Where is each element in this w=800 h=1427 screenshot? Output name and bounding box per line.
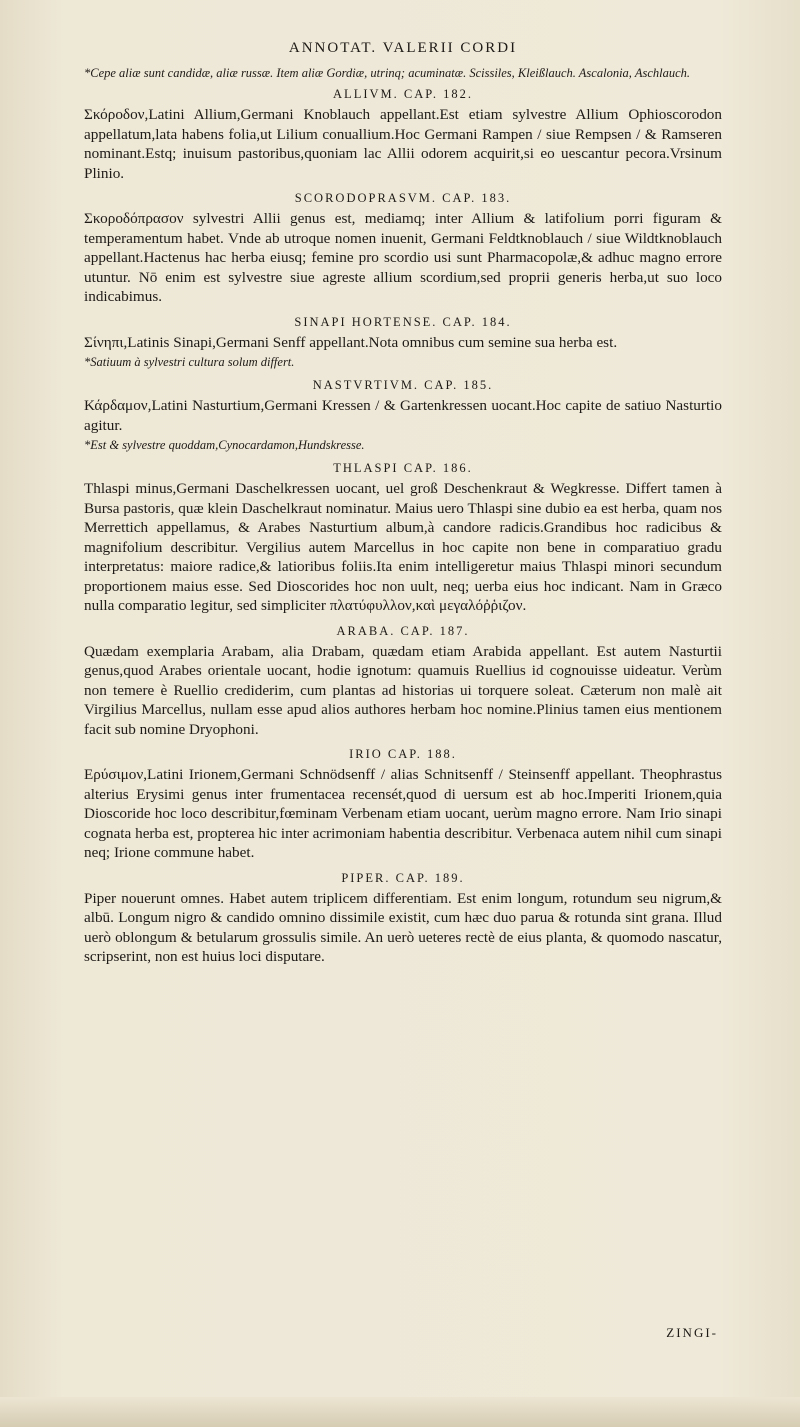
section-text: Σίνηπι,Latinis Sinapi,Germani Senff appellant.Nota omnibus cum semine sua herba est.	[84, 333, 618, 351]
section-text: Σκοροδόπρασον sylvestri Allii genus est, mediamq; inter Allium & latifolium porri figuram & temperamentum habet. Vnde ab utroque nomen inuenit, Germani Feldtknoblauch / siue Wildtknoblauch appellant.Hactenus hac herba eiusq; femine pro scordio usi sunt Pharmacopolæ,& adhuc magno errore utuntur. Nō enim est sylvestre siue agreste allium scordium,sed proprii generis herba,ut suo loco indicabimus.	[84, 210, 722, 305]
section-thlaspi	[84, 461, 722, 616]
section-note: *Satiuum à sylvestri cultura solum differt.	[84, 355, 295, 369]
section-scorodoprasum	[84, 191, 722, 307]
section-text: Thlaspi minus,Germani Daschelkressen uocant, uel groß Deschenkraut & Wegkresse. Differt tamen à Bursa pastoris, quæ klein Daschelkraut nominatur. Maius uero Thlaspi sine dubio ea est herba, quam nos Merrettich appellamus, & Arabes Nasturtium album,à candore radicis.Grandibus hoc radicibus & magnifolium describitur. Vergilius autem Marcellus in hoc capite non bene in comparatiuo gradu interpretatus: maiore radice,& latioribus foliis.Ita enim intelligeretur maius Thlaspi minori secundum proportionem maius esse. Sed Dioscorides hoc non uult, neq; uerba eius hoc indicant. Nam in Græco nulla comparatio legitur, sed simpliciter πλατύφυλλον,καὶ μεγαλόῤῥιζον.	[84, 480, 722, 614]
section-heading: NASTVRTIVM. CAP. 185.	[312, 378, 494, 392]
margin-note-cepe: *Cepe aliæ sunt candidæ, aliæ russæ. Item aliæ Gordiæ, utrinq; acuminatæ. Scissiles, Kleißlauch. Ascalonia, Aschlauch.	[84, 66, 691, 80]
catchword: ZINGI-	[666, 1325, 718, 1340]
page-bottom-edge	[0, 1397, 800, 1427]
section-heading: SCORODOPRASVM. CAP. 183.	[294, 191, 512, 205]
section-heading: ARABA. CAP. 187.	[336, 623, 470, 638]
section-piper	[84, 871, 722, 967]
section-heading: ALLIVM. CAP. 182.	[333, 87, 473, 101]
running-head: ANNOTAT. VALERII CORDI	[288, 40, 518, 56]
section-note: *Est & sylvestre quoddam,Cynocardamon,Hundskresse.	[84, 438, 365, 452]
section-allium	[84, 87, 722, 183]
section-text: Quædam exemplaria Arabam, alia Drabam, quædam etiam Arabida appellant. Est autem Nasturtii genus,quod Arabes orientale uocant, hodie ignotum: quamuis Ruellius id cognouisse uideatur. Verùm non temere è Ruellio crediderim, cum plantas ad historias ui torquere soleat. Cæterum non malè ait Virgilius Marcellus, nullam esse apud alios authores herbam hoc nomine.Plinius tamen eius mentionem facit sub nomine Dryophoni.	[84, 642, 722, 738]
section-heading: PIPER. CAP. 189.	[341, 870, 465, 885]
section-heading: THLASPI CAP. 186.	[333, 461, 473, 475]
section-text: Σκόροδον,Latini Allium,Germani Knoblauch appellant.Est etiam sylvestre Allium Ophioscorodon appellatum,lata habens folia,ut Lilium conuallium.Hoc Germani Rampen / siue Rempsen / & Ramseren nominant.Estq; inuisum pastoribus,quoniam lac Allii odorem acquirit,si eo uescantur pecora.Vrsinum Plinio.	[84, 106, 722, 182]
section-irio	[84, 747, 722, 863]
section-heading: IRIO CAP. 188.	[349, 747, 457, 761]
section-text: Κάρδαμον,Latini Nasturtium,Germani Kressen / & Gartenkressen uocant.Hoc capite de satiuo Nasturtio agitur.	[84, 397, 722, 434]
section-nasturtium	[84, 378, 722, 453]
section-sinapi	[84, 315, 722, 371]
section-text: Ερύσιμον,Latini Irionem,Germani Schnödsenff / alias Schnitsenff / Steinsenff appellant. Theophrastus alterius Erysimi genus inter frumentacea recensét,quod di uersum est ab hoc.Imperiti Irionem,quia Dioscoride hoc loco describitur,fœminam Verbenam etiam uocant, uerùm magno errore. Nam Irio sinapi cognata herba est, propterea hic inter acrimoniam habentia describitur. Verbenaca autem nihil cum sinapi neq; Irione commune habet.	[84, 766, 722, 861]
section-araba	[84, 624, 722, 740]
section-heading: SINAPI HORTENSE. CAP. 184.	[294, 314, 512, 329]
section-text: Piper nouerunt omnes. Habet autem triplicem differentiam. Est enim longum, rotundum seu nigrum,& albū. Longum nigro & candido omnino dissimile existit, cum hæc duo parua & rotunda sint grana. Illud uerò oblongum & betularum grossulis simile. An uerò ueteres rectè de eius planta, & quomodo nascatur, scripserint, non est huius loci disputare.	[84, 889, 722, 965]
